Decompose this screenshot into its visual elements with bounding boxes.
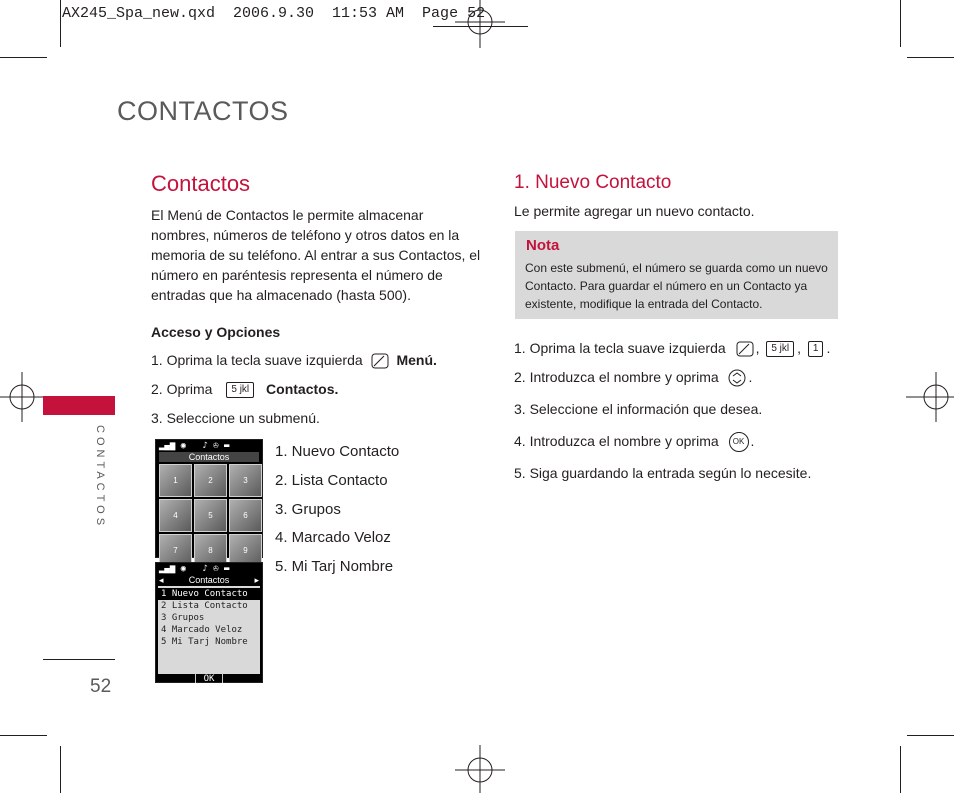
crop-mark: [907, 735, 954, 736]
ok-key-icon: OK: [729, 432, 749, 452]
page-number-rule: [43, 659, 115, 660]
note-title: Nota: [526, 237, 560, 254]
speed-dial-icon: 4: [159, 499, 192, 532]
slug-rule: [433, 26, 528, 27]
step-text: 4. Introduzca el nombre y oprima: [514, 433, 719, 449]
right-intro: Le permite agregar un nuevo contacto.: [514, 203, 755, 219]
chevron-right-icon: ▸: [254, 575, 259, 585]
groups-icon: 3: [229, 464, 262, 497]
list-item: 5 Mi Tarj Nombre: [161, 637, 248, 647]
list-item: 3 Grupos: [161, 613, 205, 623]
key-1-icon: 1: [808, 341, 824, 357]
side-section-label: CONTACTOS: [94, 425, 106, 530]
step-text: 1. Oprima la tecla suave izquierda: [151, 352, 363, 368]
crop-mark: [900, 746, 901, 793]
key-5-icon: 5 jkl: [766, 341, 794, 357]
right-step-2: 2. Introduzca el nombre y oprima .: [514, 367, 752, 388]
icon-grid: [159, 464, 259, 567]
submenu-list: [275, 438, 399, 582]
list-item: 2 Lista Contacto: [161, 601, 248, 611]
list-item: 1 Nuevo Contacto: [158, 588, 260, 600]
left-step-3: 3. Seleccione un submenú.: [151, 410, 320, 426]
registration-mark-left: [0, 372, 48, 422]
new-contact-icon: 1: [159, 464, 192, 497]
step-menu-label: Menú.: [396, 352, 437, 368]
settings-icon: 6: [229, 499, 262, 532]
access-heading: Acceso y Opciones: [151, 324, 281, 340]
ok-label: OK: [203, 674, 215, 684]
misc-icon: 9: [229, 534, 262, 567]
right-step-3: 3. Seleccione el información que desea.: [514, 401, 763, 417]
status-bar: ▂▄▆ ◉ ♪ ✇ ▬: [159, 441, 230, 451]
phone-screen-grid: [155, 439, 263, 558]
list-item: 4 Marcado Veloz: [161, 625, 243, 635]
submenu-item: 1. Nuevo Contacto: [275, 443, 400, 460]
right-step-5: 5. Siga guardando la entrada según lo necesite.: [514, 465, 812, 481]
right-heading: 1. Nuevo Contacto: [514, 172, 672, 193]
step-contactos-label: Contactos.: [266, 381, 339, 397]
submenu-item: 4. Marcado Veloz: [275, 529, 391, 547]
status-bar: ▂▄▆ ◉ ♪ ✇ ▬: [159, 564, 230, 574]
page-number: 52: [90, 676, 112, 697]
menu-list: [158, 586, 260, 674]
right-step-4: 4. Introduzca el nombre y oprima OK .: [514, 431, 754, 452]
crop-mark: [907, 57, 954, 58]
key-5-icon: 5 jkl: [226, 382, 254, 398]
phone-screen-list: [155, 562, 263, 683]
note-text: Con este submenú, el número se guarda como un nuevo Contacto. Para guardar el número en un Contacto ya existente, modifique la entrada del Contacto.: [525, 261, 828, 311]
left-step-2: [151, 379, 338, 399]
chevron-left-icon: ◂: [159, 575, 164, 585]
contact-list-icon: 2: [194, 464, 227, 497]
note-box: [515, 231, 838, 319]
crop-mark: [60, 0, 61, 47]
crop-mark: [900, 0, 901, 47]
submenu-item: 5. Mi Tarj Nombre: [275, 558, 394, 576]
submenu-item: 2. Lista Contacto: [275, 471, 388, 489]
slug-line: AX245_Spa_new.qxd 2006.9.30 11:53 AM Page 52: [62, 5, 486, 22]
crop-mark: [0, 735, 47, 736]
screen-title: Contactos: [159, 452, 259, 462]
name-card-icon: 5: [194, 499, 227, 532]
left-step-1: [151, 350, 437, 370]
screen-title-bar: [156, 575, 262, 586]
step-text: 1. Oprima la tecla suave izquierda: [514, 340, 726, 356]
screen-title: Contactos: [188, 575, 230, 585]
nav-key-icon: [727, 368, 747, 388]
ok-softkey: | OK |: [192, 674, 226, 684]
step-text: 2. Oprima: [151, 381, 213, 397]
left-softkey-icon: [371, 353, 389, 369]
left-softkey-icon: [736, 341, 754, 357]
tools-icon: 8: [194, 534, 227, 567]
left-intro: El Menú de Contactos le permite almacenar nombres, números de teléfono y otros datos en la memoria de su teléfono. Al entrar a sus Contactos, el número en paréntesis representa el número de entradas que ha almacenado (hasta 500).: [151, 207, 481, 303]
calendar-icon: 7: [159, 534, 192, 567]
registration-mark-right: [906, 372, 954, 422]
section-title: CONTACTOS: [117, 96, 289, 126]
submenu-item: 3. Grupos: [275, 500, 341, 518]
crop-mark: [0, 57, 47, 58]
section-tab-bar: [43, 396, 115, 415]
left-heading: Contactos: [151, 171, 251, 196]
step-text: 2. Introduzca el nombre y oprima: [514, 369, 719, 385]
registration-mark-bottom: [455, 745, 505, 793]
right-step-1: 1. Oprima la tecla suave izquierda , 5 jkl , 1 .: [514, 340, 831, 356]
crop-mark: [60, 746, 61, 793]
